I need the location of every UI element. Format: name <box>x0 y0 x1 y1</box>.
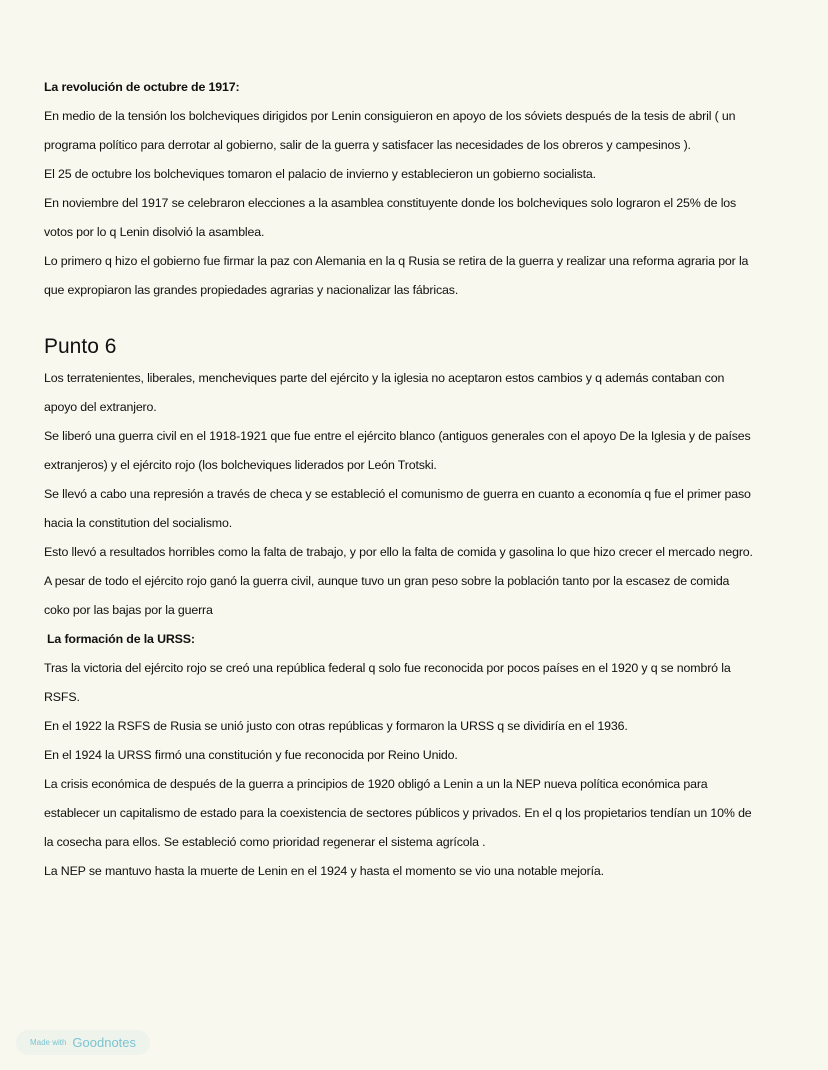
text-line: establecer un capitalismo de estado para la coexistencia de sectores públicos y privados. En el q los propietarios tendían un 10% de <box>44 806 752 820</box>
text-line: apoyo del extranjero. <box>44 400 157 414</box>
text-line: Esto llevó a resultados horribles como la falta de trabajo, y por ello la falta de comida y gasolina lo que hizo crecer el mercado negro. <box>44 545 753 559</box>
text-line: Lo primero q hizo el gobierno fue firmar la paz con Alemania en la q Rusia se retira de la guerra y realizar una reforma agraria por la <box>44 254 749 268</box>
text-line: coko por las bajas por la guerra <box>44 603 213 617</box>
goodnotes-logo: Goodnotes <box>72 1035 137 1050</box>
section-title: Punto 6 <box>44 335 117 358</box>
section-punto-6 <box>44 332 818 886</box>
text-line: Tras la victoria del ejército rojo se creó una república federal q solo fue reconocida por pocos países en el 1920 y q se nombró la <box>44 661 731 675</box>
text-line: Los terratenientes, liberales, mencheviques parte del ejército y la iglesia no aceptaron estos cambios y q además contaban con <box>44 371 725 385</box>
text-line: En el 1922 la RSFS de Rusia se unió justo con otras repúblicas y formaron la URSS q se dividiría en el 1936. <box>44 719 628 733</box>
text-line: En medio de la tensión los bolcheviques dirigidos por Lenin consiguieron en apoyo de los sóviets después de la tesis de abril ( un <box>44 109 736 123</box>
text-line: que expropiaron las grandes propiedades agrarias y nacionalizar las fábricas. <box>44 283 459 297</box>
text-line: El 25 de octubre los bolcheviques tomaron el palacio de invierno y establecieron un gobierno socialista. <box>44 167 596 181</box>
section-heading: La formación de la URSS: <box>47 632 195 646</box>
text-line: Se llevó a cabo una represión a través de checa y se estableció el comunismo de guerra en cuanto a economía q fue el primer paso <box>44 487 751 501</box>
section-revolucion <box>44 73 818 305</box>
text-line: La NEP se mantuvo hasta la muerte de Lenin en el 1924 y hasta el momento se vio una notable mejoría. <box>44 864 604 878</box>
text-line: En el 1924 la URSS firmó una constitución y fue reconocida por Reino Unido. <box>44 748 458 762</box>
text-line: programa político para derrotar al gobierno, salir de la guerra y satisfacer las necesidades de los obreros y campesinos ). <box>44 138 691 152</box>
text-line: RSFS. <box>44 690 80 704</box>
text-line: la cosecha para ellos. Se estableció como prioridad regenerar el sistema agrícola . <box>44 835 486 849</box>
made-with-label: Made with <box>29 1038 67 1047</box>
text-line: A pesar de todo el ejército rojo ganó la guerra civil, aunque tuvo un gran peso sobre la población tanto por la escasez de comida <box>44 574 730 588</box>
text-line: hacia la constitution del socialismo. <box>44 516 232 530</box>
text-line: Se liberó una guerra civil en el 1918-1921 que fue entre el ejército blanco (antiguos generales con el apoyo De la Iglesia y de países <box>44 429 751 443</box>
section-heading: La revolución de octubre de 1917: <box>44 80 240 94</box>
text-line: extranjeros) y el ejército rojo (los bolcheviques liderados por León Trotski. <box>44 458 437 472</box>
text-line: La crisis económica de después de la guerra a principios de 1920 obligó a Lenin a un la NEP nueva política económica para <box>44 777 708 791</box>
text-line: votos por lo q Lenin disolvió la asamblea. <box>44 225 265 239</box>
text-line: En noviembre del 1917 se celebraron elecciones a la asamblea constituyente donde los bolcheviques solo lograron el 25% de los <box>44 196 737 210</box>
made-with-goodnotes-badge[interactable] <box>16 1030 150 1055</box>
